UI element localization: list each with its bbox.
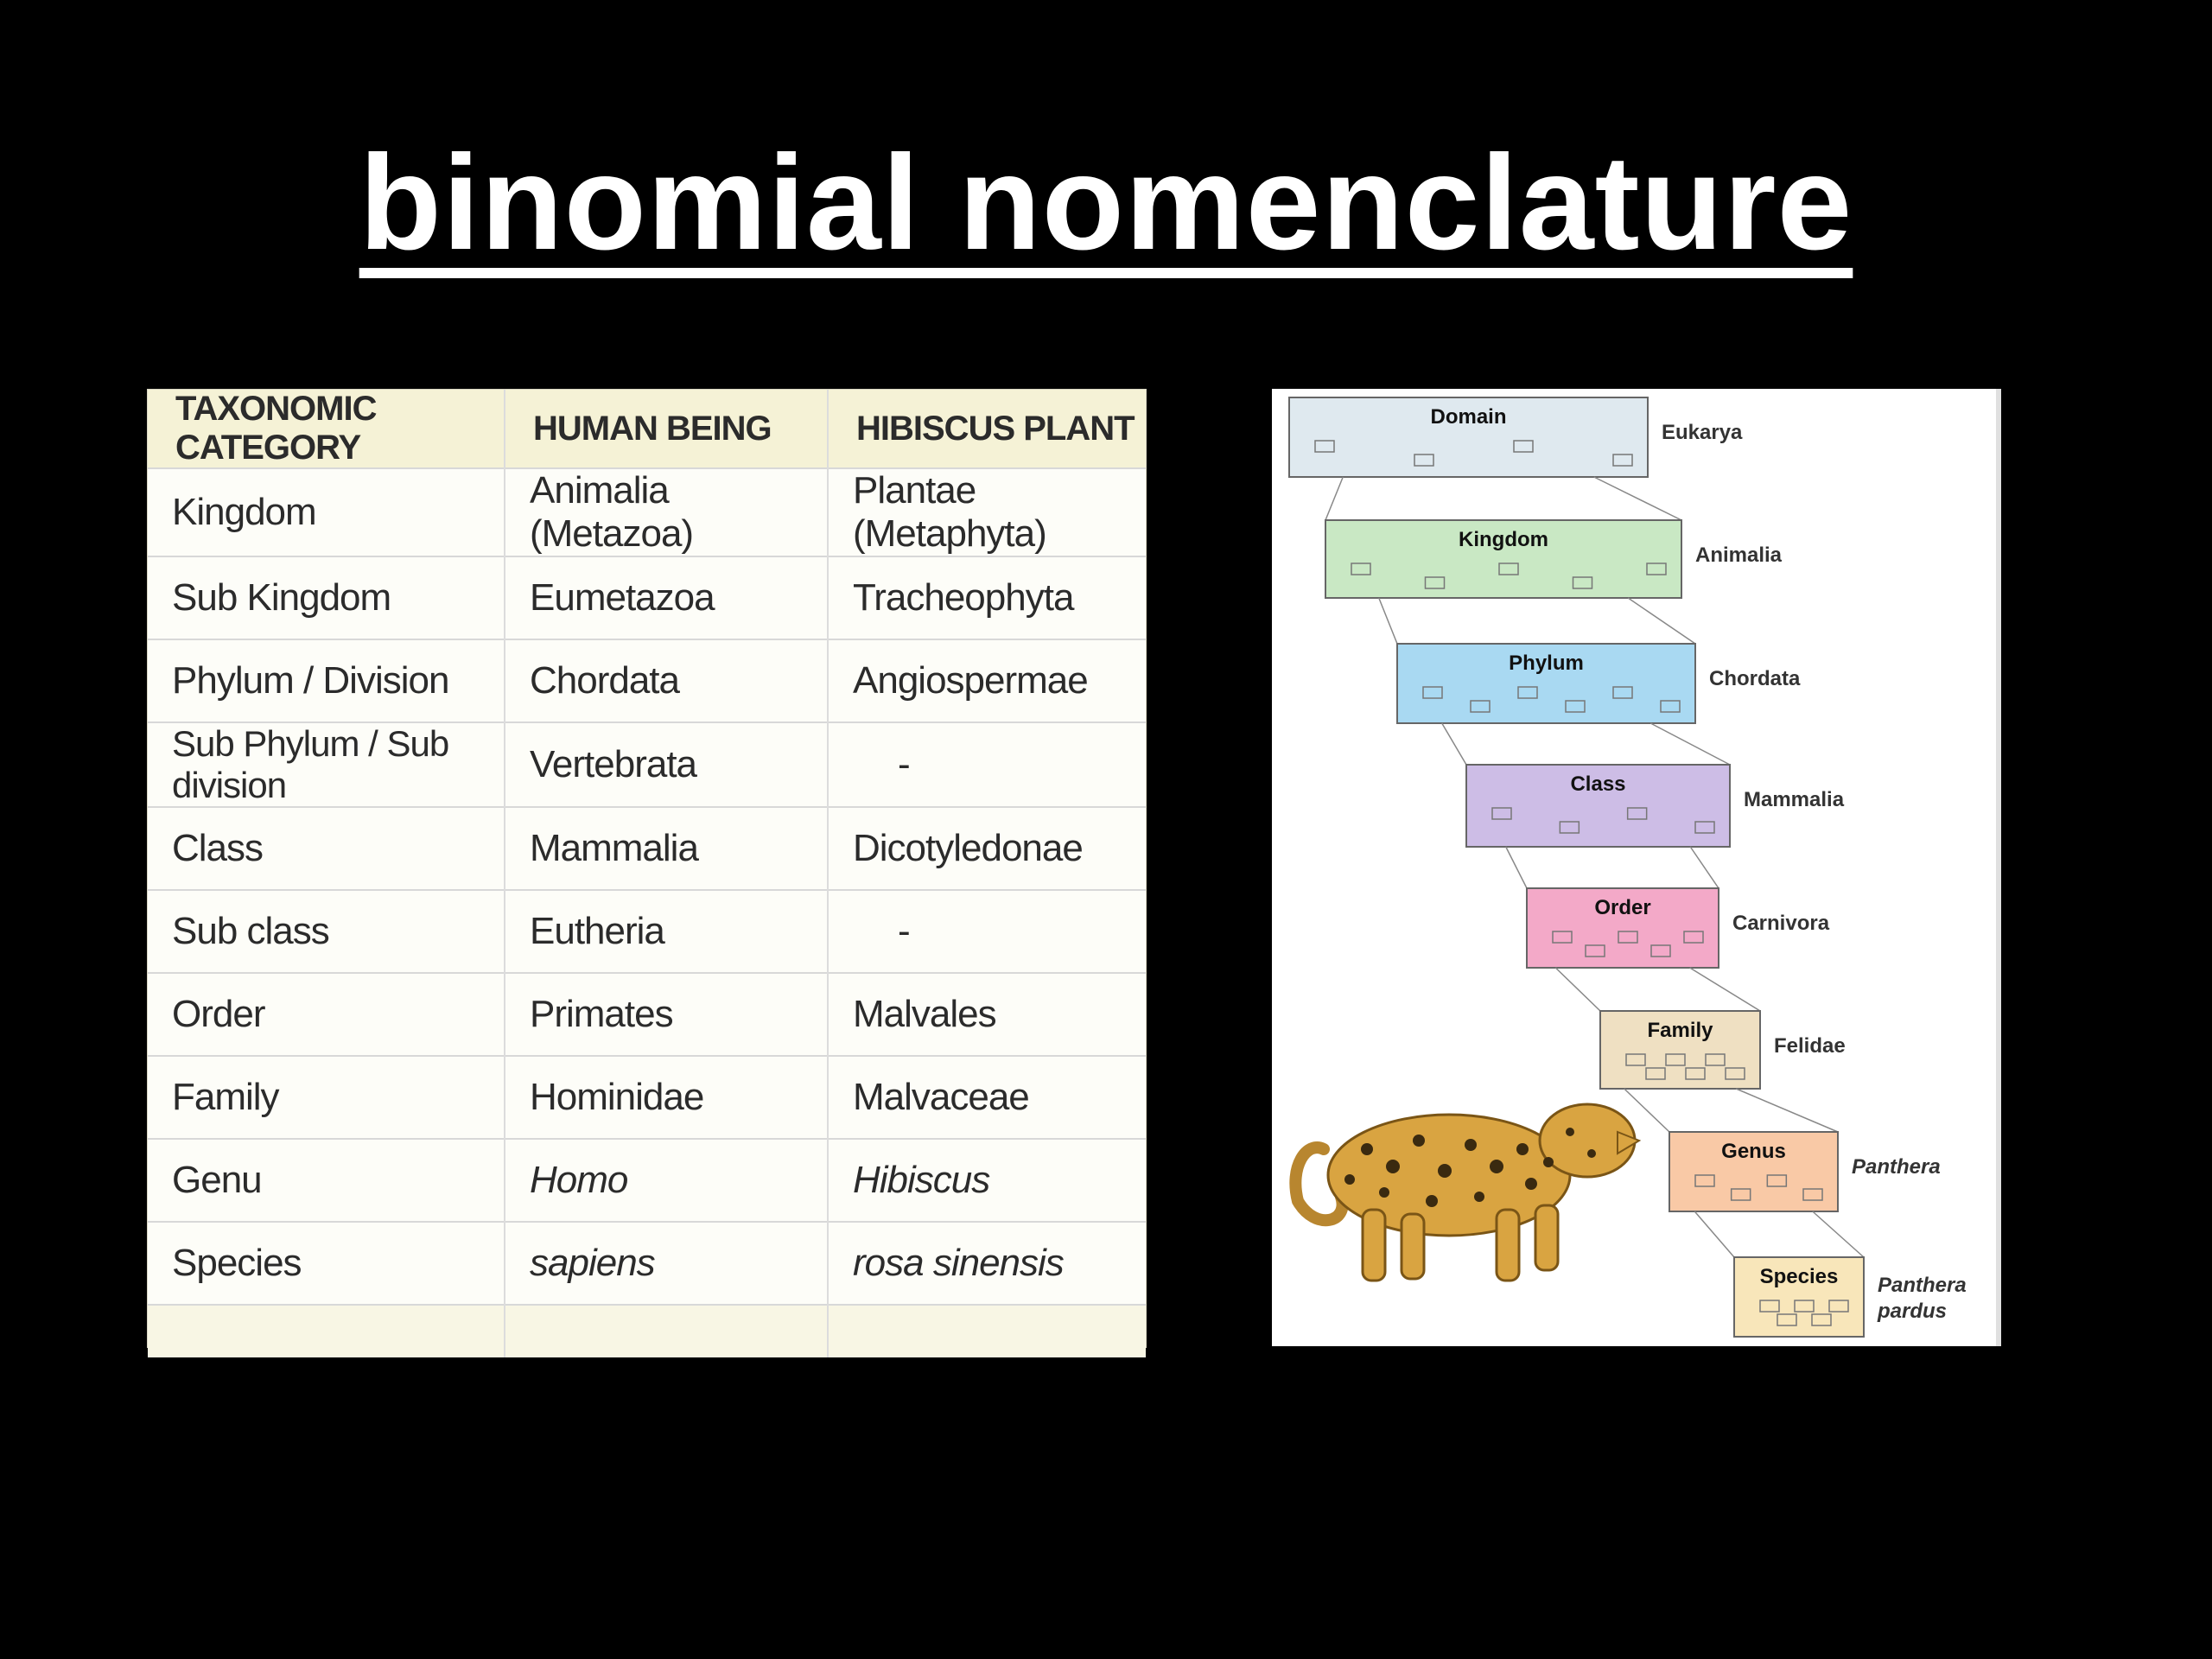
hierarchy-taxon-label: Felidae [1774, 1034, 1846, 1058]
human-cell: Mammalia [505, 807, 828, 890]
category-cell: Sub Kingdom [148, 556, 505, 639]
hierarchy-connector [1325, 477, 1343, 520]
hierarchy-taxon-label: Eukarya [1662, 421, 1743, 444]
table-row [148, 1056, 1146, 1139]
hierarchy-connector [1650, 723, 1730, 765]
human-cell: Eumetazoa [505, 556, 828, 639]
taxonomy-table [148, 390, 1146, 1357]
column-header: HUMAN BEING [505, 390, 828, 468]
hierarchy-connector [1594, 477, 1681, 520]
hierarchy-level-label: Phylum [1509, 652, 1584, 675]
table-row [148, 973, 1146, 1056]
table-header-row [148, 390, 1146, 468]
table-row [148, 722, 1146, 807]
hierarchy-taxon-label: Carnivora [1732, 912, 1830, 935]
column-header: TAXONOMIC CATEGORY [148, 390, 505, 468]
hierarchy-taxon-label: Panthera pardus [1878, 1274, 1967, 1323]
human-cell: Primates [505, 973, 828, 1056]
hibiscus-cell: Tracheophyta [828, 556, 1146, 639]
table-row [148, 1222, 1146, 1305]
category-cell: Phylum / Division [148, 639, 505, 722]
hierarchy-level-label: Order [1594, 896, 1651, 919]
table-row [148, 1139, 1146, 1222]
category-cell: Order [148, 973, 505, 1056]
category-cell: Genu [148, 1139, 505, 1222]
human-cell: Chordata [505, 639, 828, 722]
hierarchy-svg [1272, 389, 1996, 1346]
taxonomy-table-panel [147, 389, 1147, 1348]
hierarchy-connector [1813, 1211, 1864, 1257]
table-row [148, 639, 1146, 722]
hierarchy-connector [1690, 847, 1719, 888]
table-row [148, 807, 1146, 890]
human-cell: Animalia (Metazoa) [505, 468, 828, 556]
hibiscus-cell: Hibiscus [828, 1139, 1146, 1222]
category-cell: Species [148, 1222, 505, 1305]
hierarchy-connector [1694, 1211, 1734, 1257]
hierarchy-taxon-label: Chordata [1709, 667, 1801, 690]
hierarchy-level-label: Species [1759, 1265, 1839, 1288]
hibiscus-cell: - [828, 890, 1146, 973]
hierarchy-connector [1379, 598, 1397, 644]
hierarchy-level-label: Kingdom [1459, 528, 1548, 551]
hierarchy-taxon-label: Mammalia [1744, 788, 1845, 811]
hierarchy-level-label: Genus [1721, 1140, 1786, 1163]
hierarchy-connector [1555, 968, 1600, 1011]
taxonomy-hierarchy-diagram [1272, 389, 2001, 1346]
human-cell: Homo [505, 1139, 828, 1222]
slide-title-text: binomial nomenclature [359, 128, 1853, 278]
hierarchy-connector [1690, 968, 1760, 1011]
hibiscus-cell: Dicotyledonae [828, 807, 1146, 890]
hibiscus-cell: Malvaceae [828, 1056, 1146, 1139]
hierarchy-level-label: Domain [1430, 405, 1507, 429]
hibiscus-cell: rosa sinensis [828, 1222, 1146, 1305]
human-cell: Eutheria [505, 890, 828, 973]
hierarchy-level-label: Class [1570, 772, 1626, 796]
hierarchy-taxon-label: Animalia [1695, 543, 1783, 567]
hierarchy-taxon-label: Panthera [1852, 1155, 1941, 1179]
table-row [148, 890, 1146, 973]
slide-title [0, 130, 2212, 276]
human-cell: Hominidae [505, 1056, 828, 1139]
human-cell: sapiens [505, 1222, 828, 1305]
table-footer-spacer [148, 1305, 1146, 1357]
category-cell: Family [148, 1056, 505, 1139]
category-cell: Class [148, 807, 505, 890]
table-row [148, 468, 1146, 556]
hibiscus-cell: Plantae (Metaphyta) [828, 468, 1146, 556]
hierarchy-connector [1628, 598, 1695, 644]
hibiscus-cell: Angiospermae [828, 639, 1146, 722]
hierarchy-connector [1506, 847, 1527, 888]
human-cell: Vertebrata [505, 722, 828, 807]
category-cell: Kingdom [148, 468, 505, 556]
hierarchy-level-label: Family [1647, 1019, 1713, 1042]
hibiscus-cell: - [828, 722, 1146, 807]
column-header: HIBISCUS PLANT [828, 390, 1146, 468]
hierarchy-connector [1442, 723, 1466, 765]
hierarchy-connector [1736, 1089, 1838, 1132]
hibiscus-cell: Malvales [828, 973, 1146, 1056]
leopard-illustration [1295, 1104, 1639, 1281]
table-row [148, 556, 1146, 639]
category-cell: Sub class [148, 890, 505, 973]
category-cell: Sub Phylum / Sub division [148, 722, 505, 807]
